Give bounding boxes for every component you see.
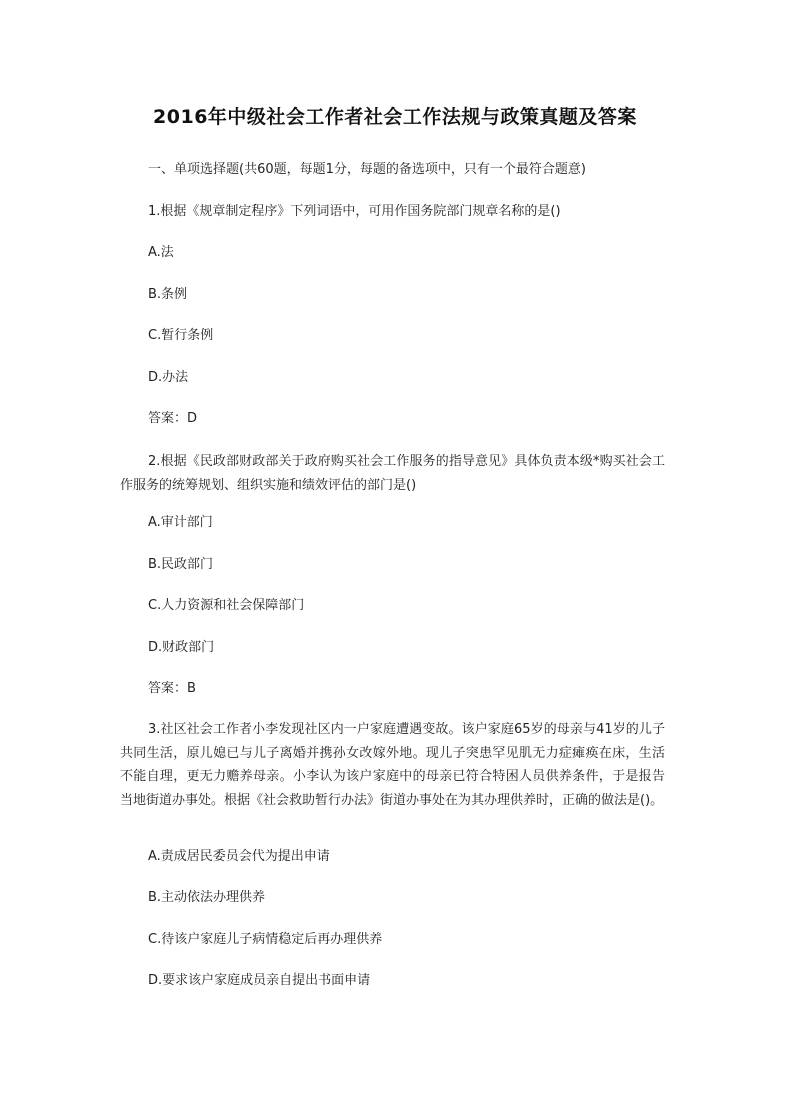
question-2-option-a: A.审计部门	[148, 515, 213, 530]
document-title: 2016年中级社会工作者社会工作法规与政策真题及答案	[153, 106, 637, 128]
question-2-answer: 答案：B	[148, 681, 196, 696]
question-3-option-b: B.主动依法办理供养	[148, 890, 266, 905]
section-heading: 一、单项选择题(共60题，每题1分，每题的备选项中，只有一个最符合题意)	[148, 162, 586, 177]
question-3-option-d: D.要求该户家庭成员亲自提出书面申请	[148, 973, 371, 988]
question-3-option-a: A.责成居民委员会代为提出申请	[148, 849, 330, 864]
question-2-option-b: B.民政部门	[148, 557, 214, 572]
question-1-answer: 答案：D	[148, 411, 198, 426]
question-2-option-c: C.人力资源和社会保障部门	[148, 598, 305, 613]
question-1-option-d: D.办法	[148, 370, 189, 385]
question-1-option-c: C.暂行条例	[148, 328, 214, 343]
question-1-option-b: B.条例	[148, 287, 188, 302]
question-3-stem: 3.社区社会工作者小李发现社区内一户家庭遭遇变故。该户家庭65岁的母亲与41岁的儿子共同生活，原儿媳已与儿子离婚并携孙女改嫁外地。现儿子突患罕见肌无力症瘫痪在床，生活不能自理，更无力赡养母亲。小李认为该户家庭中的母亲已符合特困人员供养条件，于是报告当地街道办事处。根据《社会救助暂行办法》街道办事处在为其办理供养时，正确的做法是()。	[120, 722, 665, 808]
question-1-stem: 1.根据《规章制定程序》下列词语中，可用作国务院部门规章名称的是()	[148, 204, 561, 219]
question-2-stem: 2.根据《民政部财政部关于政府购买社会工作服务的指导意见》具体负责本级*购买社会工作服务的统筹规划、组织实施和绩效评估的部门是()	[120, 454, 665, 493]
question-1-option-a: A.法	[148, 245, 174, 260]
question-3-option-c: C.待该户家庭儿子病情稳定后再办理供养	[148, 932, 383, 947]
question-2-option-d: D.财政部门	[148, 640, 215, 655]
